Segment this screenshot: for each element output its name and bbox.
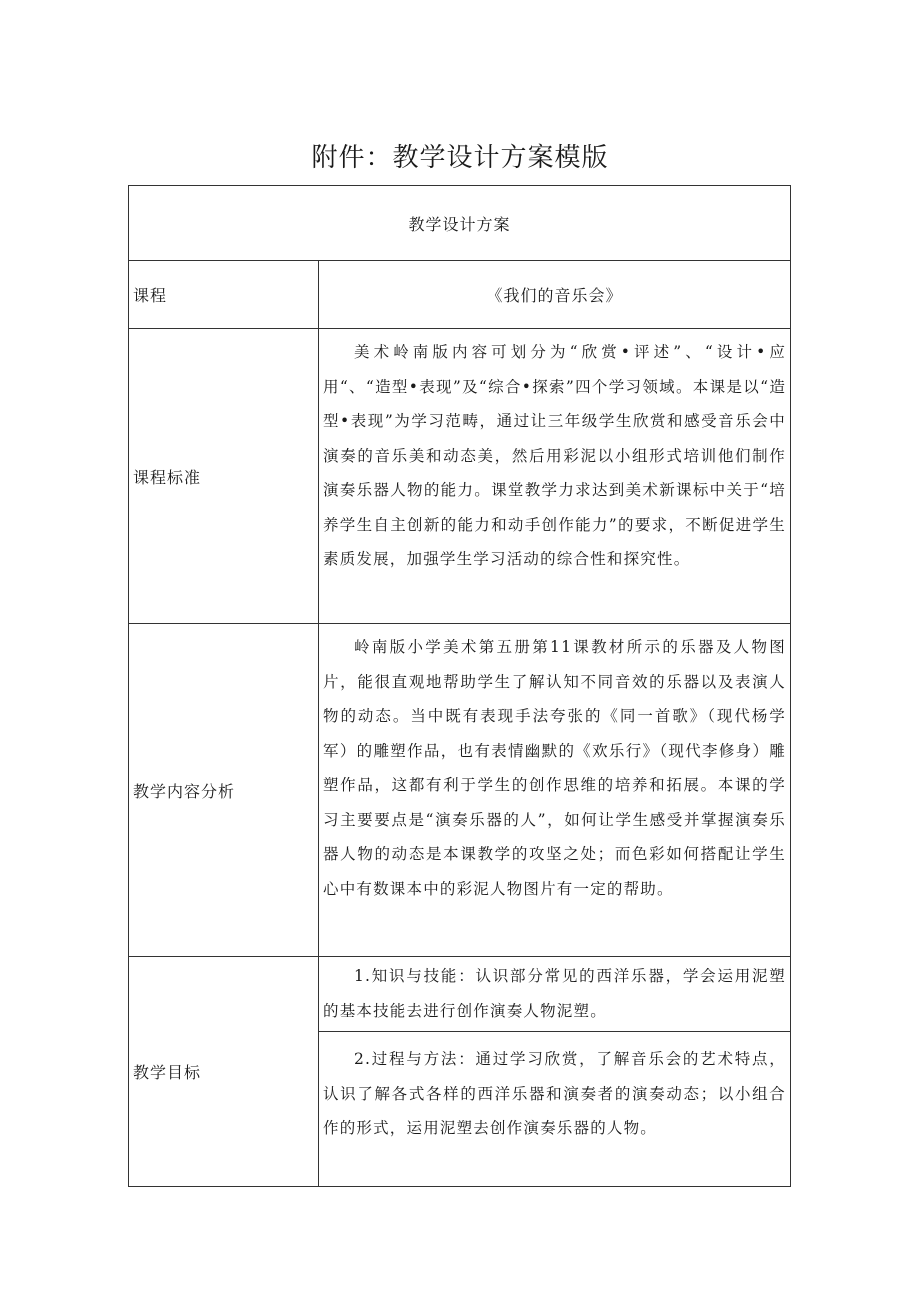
course-value: 《我们的音乐会》	[319, 261, 791, 329]
goal-2-text: 2.过程与方法：通过学习欣赏，了解音乐会的艺术特点，认识了解各式各样的西洋乐器和演奏者的演奏动态；以小组合作的形式，运用泥塑去创作演奏乐器的人物。	[323, 1050, 787, 1137]
goals-label: 教学目标	[129, 957, 319, 1187]
standard-label: 课程标准	[129, 329, 319, 624]
analysis-row	[129, 624, 791, 957]
analysis-cell	[319, 624, 791, 957]
standard-row	[129, 329, 791, 624]
goal-row-1	[129, 957, 791, 1032]
standard-text: 美术岭南版内容可划分为“欣赏•评述”、“设计•应用“、“造型•表现”及“综合•探索”四个学习领域。本课是以“造型•表现”为学习范畴，通过让三年级学生欣赏和感受音乐会中演奏的音乐美和动态美，然后用彩泥以小组形式培训他们制作演奏乐器人物的能力。课堂教学力求达到美术新课标中关于“培养学生自主创新的能力和动手创作能力”的要求，不断促进学生素质发展，加强学生学习活动的综合性和探究性。	[323, 343, 787, 568]
teaching-plan-table	[128, 185, 791, 1187]
standard-cell	[319, 329, 791, 624]
table-header-row	[129, 186, 791, 261]
document-title: 附件：教学设计方案模版	[311, 143, 609, 173]
goal-1-text: 1.知识与技能：认识部分常见的西洋乐器，学会运用泥塑的基本技能去进行创作演奏人物泥塑。	[323, 967, 787, 1020]
goal-2-cell	[319, 1032, 791, 1187]
analysis-text: 岭南版小学美术第五册第11课教材所示的乐器及人物图片，能很直观地帮助学生了解认知不同音效的乐器以及表演人物的动态。当中既有表现手法夸张的《同一首歌》（现代杨学军）的雕塑作品，也有表情幽默的《欢乐行》（现代李修身）雕塑作品，这都有利于学生的创作思维的培养和拓展。本课的学习主要要点是“演奏乐器的人”，如何让学生感受并掌握演奏乐器人物的动态是本课教学的攻坚之处；而色彩如何搭配让学生心中有数课本中的彩泥人物图片有一定的帮助。	[323, 638, 787, 898]
table-header: 教学设计方案	[129, 186, 791, 261]
course-row	[129, 261, 791, 329]
analysis-label: 教学内容分析	[129, 624, 319, 957]
course-label: 课程	[129, 261, 319, 329]
goal-1-cell	[319, 957, 791, 1032]
